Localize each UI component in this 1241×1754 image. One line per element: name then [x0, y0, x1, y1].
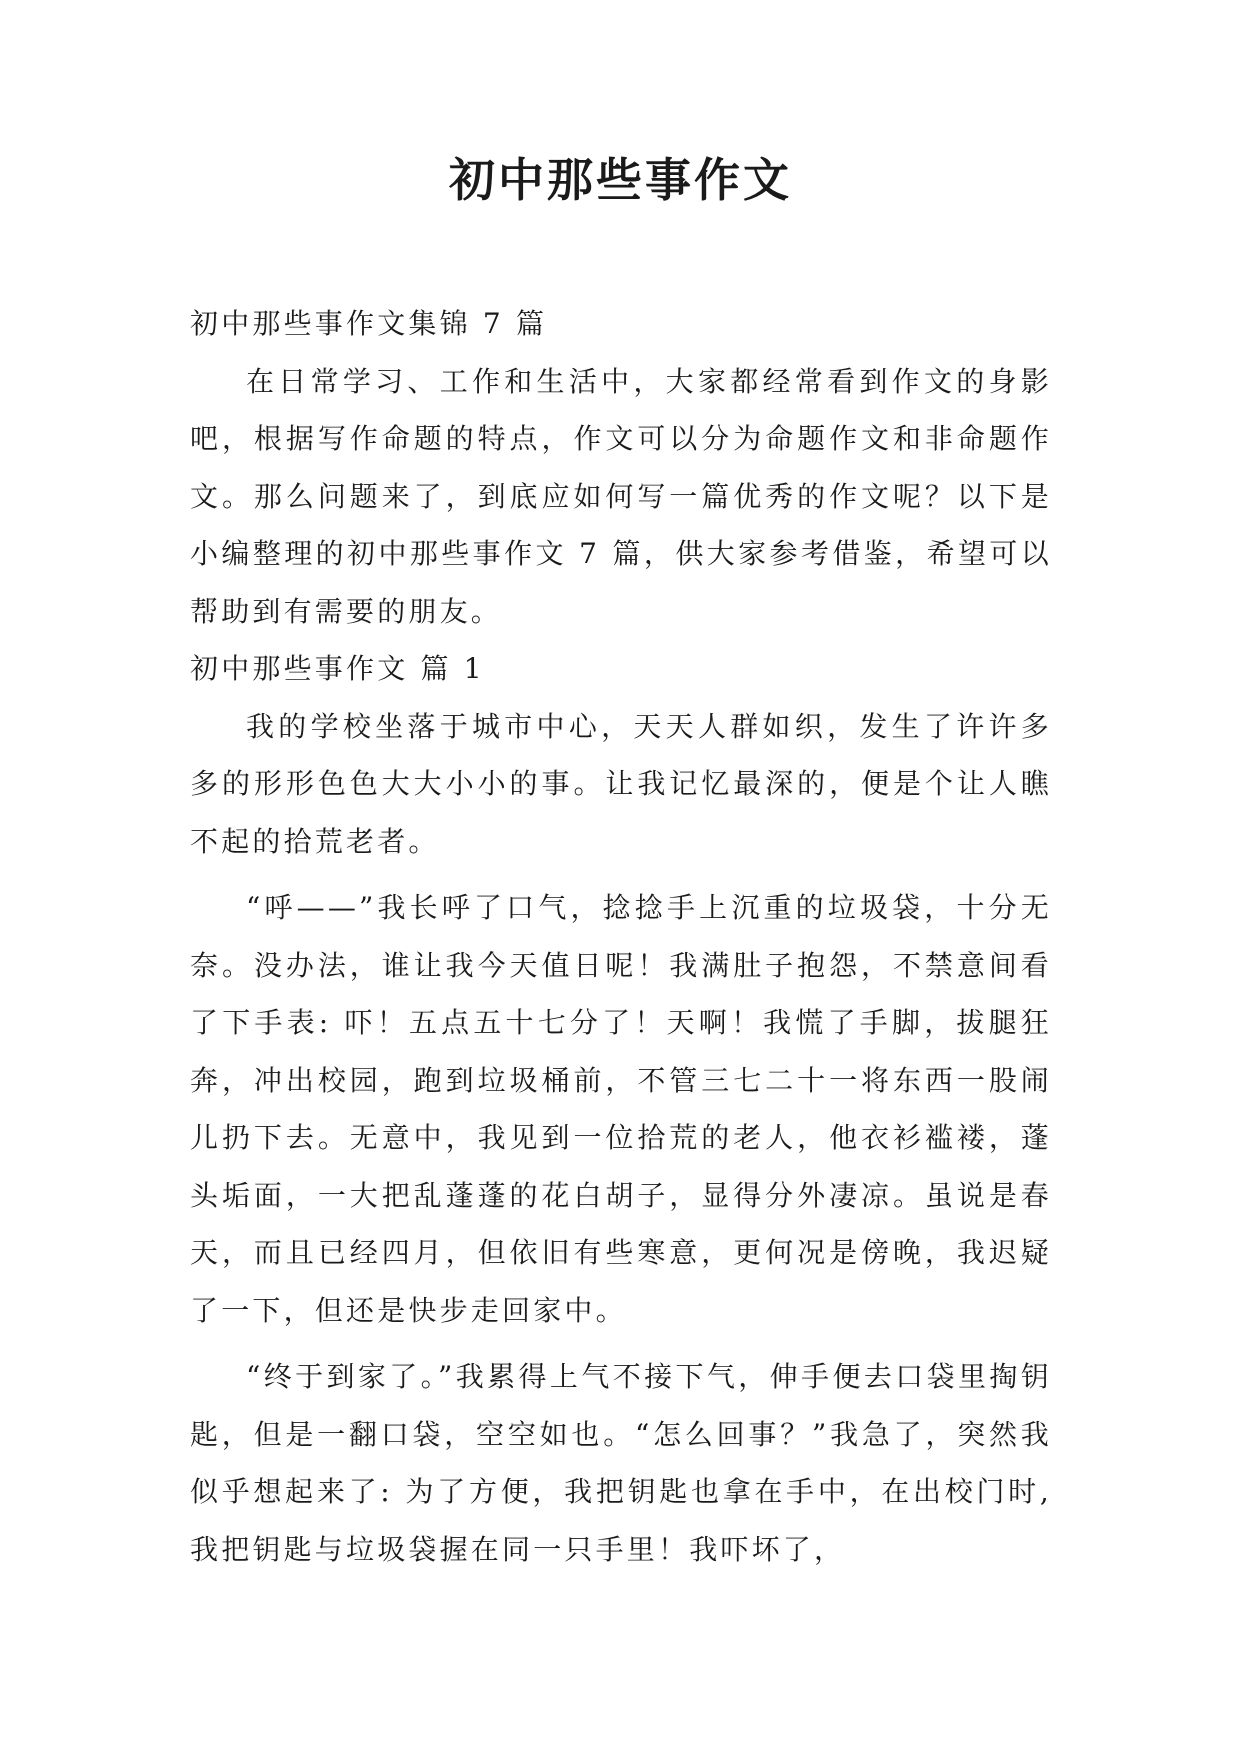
section-heading: 初中那些事作文 篇 1	[190, 652, 485, 685]
essay-paragraph: “终于到家了。”我累得上气不接下气，伸手便去口袋里掏钥匙，但是一翻口袋，空空如也。“怎么回事？”我急了，突然我似乎想起来了: 为了方便，我把钥匙也拿在手中，在出校门时,我把钥匙与垃圾袋握在同一只手里！我吓坏了，	[190, 1360, 1052, 1566]
essay-paragraph: 我的学校坐落于城市中心，天天人群如织，发生了许许多多的形形色色大大小小的事。让我记忆最深的，便是个让人瞧不起的拾荒老者。	[190, 709, 1052, 858]
document-body	[190, 295, 1052, 1578]
essay-paragraph: “呼——”我长呼了口气，捻捻手上沉重的垃圾袋，十分无奈。没办法，谁让我今天值日呢！我满肚子抱怨，不禁意间看了下手表: 吓！五点五十七分了！天啊！我慌了手脚，拔腿狂奔，冲出校园，跑到垃圾桶前，不管三七二十一将东西一股闹儿扔下去。无意中，我见到一位拾荒的老人，他衣衫褴褛，蓬头垢面，一大把乱蓬蓬的花白胡子，显得分外凄凉。虽说是春天，而且已经四月，但依旧有些寒意，更何况是傍晚，我迟疑了一下，但还是快步走回家中。	[190, 891, 1052, 1327]
intro-heading: 初中那些事作文集锦 7 篇	[190, 307, 548, 340]
intro-paragraph: 在日常学习、工作和生活中，大家都经常看到作文的身影吧，根据写作命题的特点，作文可以分为命题作文和非命题作文。那么问题来了，到底应如何写一篇优秀的作文呢？以下是小编整理的初中那些事作文 7 篇，供大家参考借鉴，希望可以帮助到有需要的朋友。	[190, 364, 1052, 628]
page-title: 初中那些事作文	[449, 153, 792, 207]
